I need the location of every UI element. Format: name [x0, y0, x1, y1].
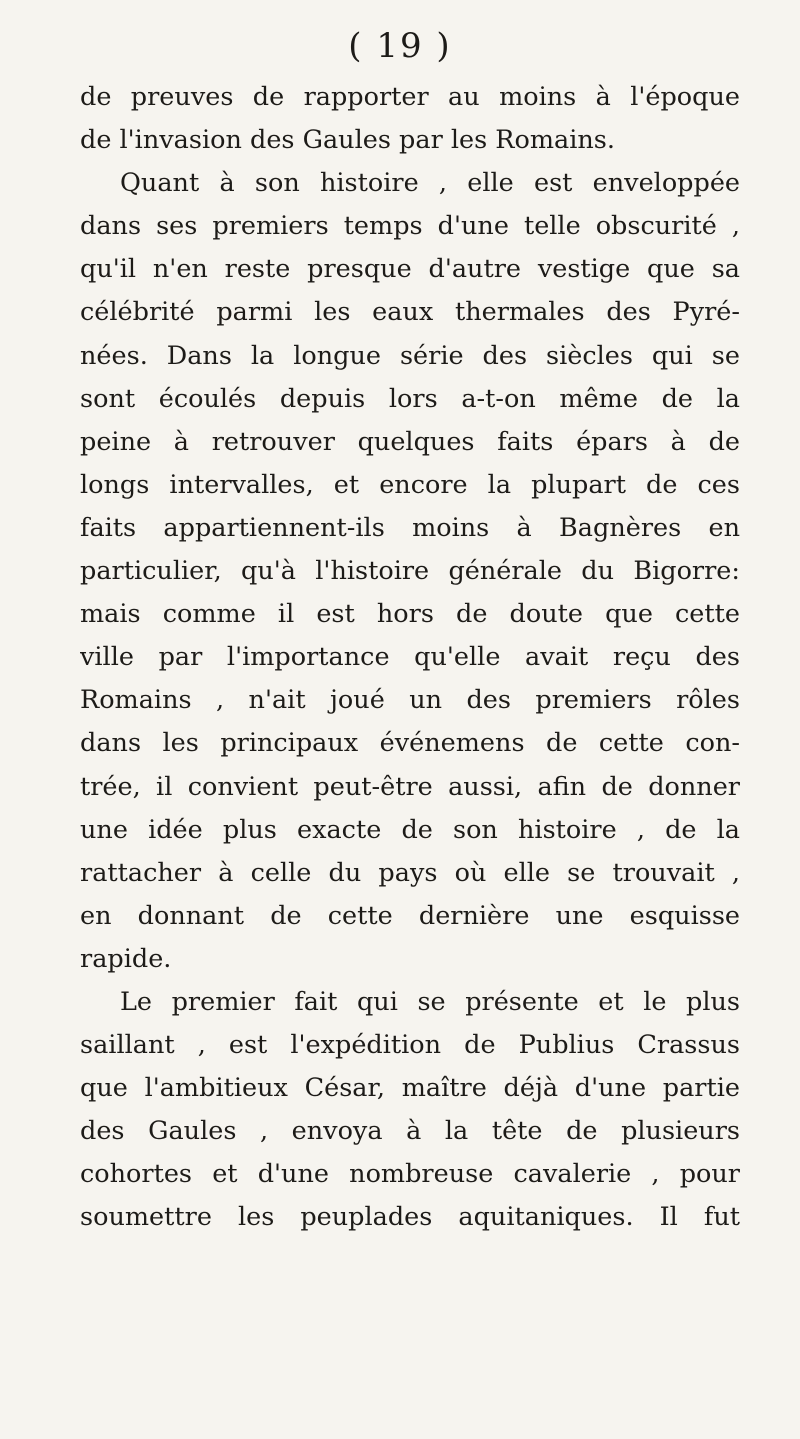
text-line: dans les principaux événemens de cette con- [80, 728, 740, 759]
text-line: longs intervalles, et encore la plupart de ces [80, 469, 740, 500]
text-line: une idée plus exacte de son histoire , de la [80, 814, 740, 845]
text-line: peine à retrouver quelques faits épars à de [80, 426, 740, 457]
text-line: Quant à son histoire , elle est enveloppée [120, 168, 740, 199]
text-line: sont écoulés depuis lors a-t-on même de la [80, 383, 740, 414]
text-line: célébrité parmi les eaux thermales des Pyré- [80, 297, 740, 328]
text-line: dans ses premiers temps d'une telle obscurité , [80, 211, 740, 242]
text-line: particulier, qu'à l'histoire générale du Bigorre: [80, 556, 740, 587]
text-line: que l'ambitieux César, maître déjà d'une partie [80, 1073, 740, 1104]
text-line: trée, il convient peut-être aussi, afin de donner [80, 771, 740, 802]
text-line: faits appartiennent-ils moins à Bagnères en [80, 512, 740, 543]
text-line: cohortes et d'une nombreuse cavalerie , pour [80, 1159, 740, 1190]
page-number: ( 19 ) [348, 26, 452, 66]
text-line: de preuves de rapporter au moins à l'époque [80, 82, 740, 112]
text-line: saillant , est l'expédition de Publius Crassus [80, 1030, 740, 1061]
text-line: nées. Dans la longue série des siècles qui se [80, 340, 740, 371]
text-line: rapide. [80, 943, 172, 974]
text-line: rattacher à celle du pays où elle se trouvait , [80, 857, 740, 888]
text-line: ville par l'importance qu'elle avait reçu des [80, 642, 740, 673]
text-line: soumettre les peuplades aquitaniques. Il fut [80, 1202, 740, 1233]
body-text [80, 76, 740, 1240]
text-line: qu'il n'en reste presque d'autre vestige que sa [80, 254, 740, 285]
text-line: de l'invasion des Gaules par les Romains. [80, 125, 616, 156]
text-line: en donnant de cette dernière une esquisse [80, 900, 740, 931]
text-line: des Gaules , envoya à la tête de plusieurs [80, 1116, 740, 1147]
text-line: mais comme il est hors de doute que cette [80, 599, 740, 630]
text-line: Le premier fait qui se présente et le plus [120, 986, 740, 1017]
text-line: Romains , n'ait joué un des premiers rôles [80, 685, 740, 716]
